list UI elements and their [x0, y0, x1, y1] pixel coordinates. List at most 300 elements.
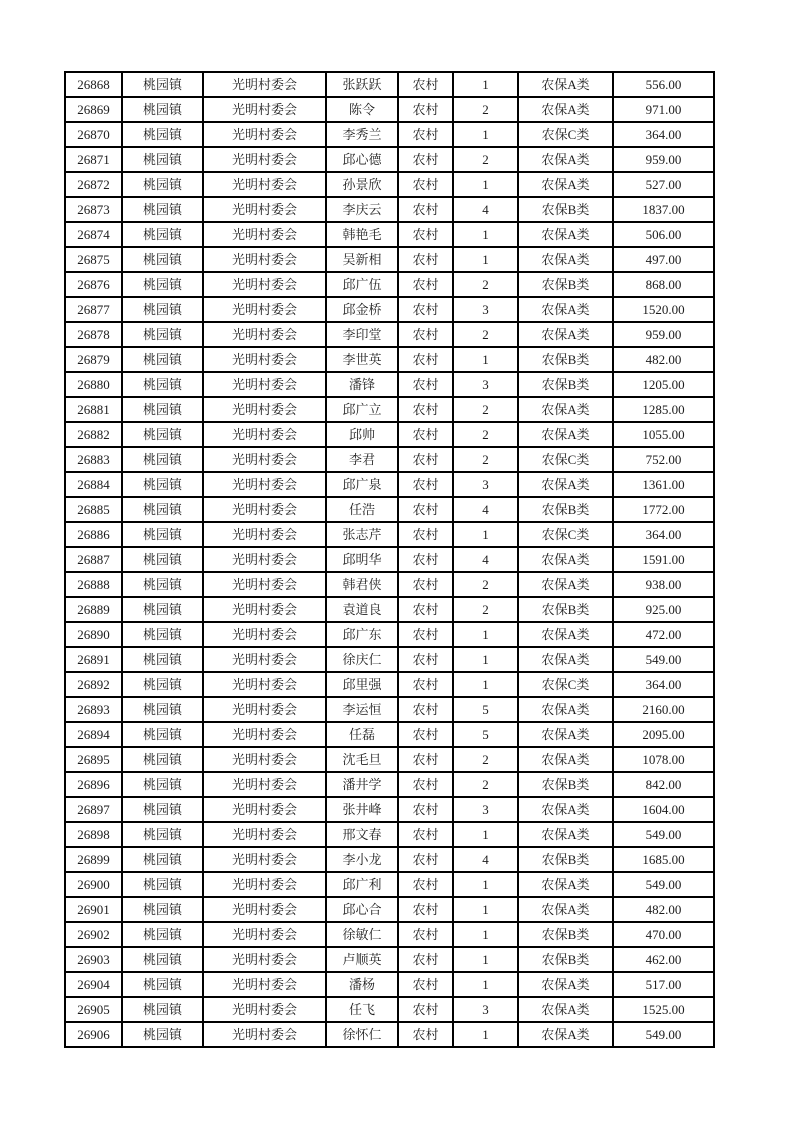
cell-person-name: 潘锋 [326, 372, 398, 397]
cell-village-committee: 光明村委会 [203, 372, 326, 397]
cell-person-name: 任飞 [326, 997, 398, 1022]
cell-amount: 1055.00 [613, 422, 714, 447]
cell-person-name: 邱心合 [326, 897, 398, 922]
cell-record-id: 26869 [65, 97, 122, 122]
cell-record-id: 26905 [65, 997, 122, 1022]
cell-person-name: 任浩 [326, 497, 398, 522]
cell-record-id: 26877 [65, 297, 122, 322]
cell-insurance-category: 农保B类 [518, 847, 613, 872]
cell-person-count: 2 [453, 397, 518, 422]
cell-record-id: 26896 [65, 772, 122, 797]
cell-amount: 470.00 [613, 922, 714, 947]
table-row [65, 947, 714, 972]
table-row [65, 272, 714, 297]
cell-amount: 1591.00 [613, 547, 714, 572]
cell-household-type: 农村 [398, 247, 453, 272]
cell-person-count: 1 [453, 922, 518, 947]
cell-town: 桃园镇 [122, 897, 203, 922]
cell-amount: 1604.00 [613, 797, 714, 822]
cell-village-committee: 光明村委会 [203, 972, 326, 997]
cell-person-name: 邱心德 [326, 147, 398, 172]
cell-town: 桃园镇 [122, 347, 203, 372]
cell-village-committee: 光明村委会 [203, 522, 326, 547]
cell-person-count: 4 [453, 847, 518, 872]
cell-person-count: 2 [453, 447, 518, 472]
cell-village-committee: 光明村委会 [203, 697, 326, 722]
table-row [65, 722, 714, 747]
cell-village-committee: 光明村委会 [203, 97, 326, 122]
cell-town: 桃园镇 [122, 297, 203, 322]
cell-person-name: 李庆云 [326, 197, 398, 222]
cell-household-type: 农村 [398, 72, 453, 97]
cell-household-type: 农村 [398, 97, 453, 122]
cell-village-committee: 光明村委会 [203, 197, 326, 222]
cell-town: 桃园镇 [122, 222, 203, 247]
cell-amount: 506.00 [613, 222, 714, 247]
cell-insurance-category: 农保A类 [518, 797, 613, 822]
cell-town: 桃园镇 [122, 697, 203, 722]
cell-record-id: 26878 [65, 322, 122, 347]
cell-person-name: 潘杨 [326, 972, 398, 997]
cell-village-committee: 光明村委会 [203, 847, 326, 872]
cell-insurance-category: 农保A类 [518, 72, 613, 97]
cell-household-type: 农村 [398, 697, 453, 722]
table-row [65, 197, 714, 222]
cell-insurance-category: 农保C类 [518, 522, 613, 547]
cell-insurance-category: 农保A类 [518, 322, 613, 347]
cell-insurance-category: 农保C类 [518, 447, 613, 472]
cell-insurance-category: 农保B类 [518, 197, 613, 222]
cell-town: 桃园镇 [122, 922, 203, 947]
cell-person-count: 2 [453, 572, 518, 597]
cell-village-committee: 光明村委会 [203, 497, 326, 522]
cell-village-committee: 光明村委会 [203, 347, 326, 372]
cell-household-type: 农村 [398, 897, 453, 922]
cell-amount: 556.00 [613, 72, 714, 97]
cell-record-id: 26893 [65, 697, 122, 722]
table-row [65, 522, 714, 547]
cell-record-id: 26900 [65, 872, 122, 897]
table-row [65, 447, 714, 472]
cell-amount: 1525.00 [613, 997, 714, 1022]
cell-person-name: 邱广伍 [326, 272, 398, 297]
cell-person-count: 2 [453, 97, 518, 122]
table-row [65, 422, 714, 447]
cell-record-id: 26871 [65, 147, 122, 172]
cell-village-committee: 光明村委会 [203, 622, 326, 647]
cell-village-committee: 光明村委会 [203, 72, 326, 97]
cell-person-name: 卢顺英 [326, 947, 398, 972]
cell-person-name: 邢文春 [326, 822, 398, 847]
cell-insurance-category: 农保A类 [518, 547, 613, 572]
cell-household-type: 农村 [398, 472, 453, 497]
cell-insurance-category: 农保A类 [518, 822, 613, 847]
table-row [65, 822, 714, 847]
cell-record-id: 26892 [65, 672, 122, 697]
table-body [65, 72, 714, 1047]
cell-amount: 549.00 [613, 872, 714, 897]
cell-person-name: 邱明华 [326, 547, 398, 572]
cell-record-id: 26906 [65, 1022, 122, 1047]
cell-person-name: 邱广利 [326, 872, 398, 897]
cell-village-committee: 光明村委会 [203, 572, 326, 597]
cell-amount: 2095.00 [613, 722, 714, 747]
cell-amount: 959.00 [613, 147, 714, 172]
cell-amount: 868.00 [613, 272, 714, 297]
cell-record-id: 26903 [65, 947, 122, 972]
cell-record-id: 26890 [65, 622, 122, 647]
cell-town: 桃园镇 [122, 172, 203, 197]
cell-record-id: 26870 [65, 122, 122, 147]
cell-person-count: 3 [453, 797, 518, 822]
cell-amount: 1772.00 [613, 497, 714, 522]
cell-household-type: 农村 [398, 822, 453, 847]
cell-village-committee: 光明村委会 [203, 272, 326, 297]
cell-record-id: 26875 [65, 247, 122, 272]
cell-village-committee: 光明村委会 [203, 722, 326, 747]
cell-person-name: 李小龙 [326, 847, 398, 872]
table-row [65, 297, 714, 322]
cell-insurance-category: 农保A类 [518, 147, 613, 172]
cell-insurance-category: 农保A类 [518, 622, 613, 647]
cell-person-count: 1 [453, 822, 518, 847]
cell-village-committee: 光明村委会 [203, 672, 326, 697]
cell-town: 桃园镇 [122, 722, 203, 747]
cell-record-id: 26885 [65, 497, 122, 522]
cell-person-count: 4 [453, 497, 518, 522]
cell-record-id: 26882 [65, 422, 122, 447]
cell-household-type: 农村 [398, 647, 453, 672]
cell-village-committee: 光明村委会 [203, 172, 326, 197]
cell-person-count: 3 [453, 997, 518, 1022]
cell-person-count: 2 [453, 747, 518, 772]
cell-insurance-category: 农保A类 [518, 897, 613, 922]
cell-insurance-category: 农保A类 [518, 297, 613, 322]
cell-amount: 959.00 [613, 322, 714, 347]
table-row [65, 72, 714, 97]
cell-person-count: 1 [453, 672, 518, 697]
cell-household-type: 农村 [398, 522, 453, 547]
cell-record-id: 26904 [65, 972, 122, 997]
cell-amount: 527.00 [613, 172, 714, 197]
cell-person-name: 张跃跃 [326, 72, 398, 97]
cell-insurance-category: 农保B类 [518, 922, 613, 947]
cell-household-type: 农村 [398, 997, 453, 1022]
table-row [65, 147, 714, 172]
table-row [65, 322, 714, 347]
cell-insurance-category: 农保A类 [518, 972, 613, 997]
cell-town: 桃园镇 [122, 97, 203, 122]
cell-village-committee: 光明村委会 [203, 147, 326, 172]
cell-person-count: 5 [453, 722, 518, 747]
cell-person-count: 1 [453, 222, 518, 247]
cell-town: 桃园镇 [122, 197, 203, 222]
cell-amount: 1078.00 [613, 747, 714, 772]
cell-household-type: 农村 [398, 372, 453, 397]
cell-person-count: 2 [453, 272, 518, 297]
cell-insurance-category: 农保A类 [518, 422, 613, 447]
cell-household-type: 农村 [398, 622, 453, 647]
cell-household-type: 农村 [398, 1022, 453, 1047]
table-row [65, 847, 714, 872]
table-row [65, 897, 714, 922]
cell-amount: 497.00 [613, 247, 714, 272]
table-row [65, 772, 714, 797]
cell-village-committee: 光明村委会 [203, 247, 326, 272]
cell-village-committee: 光明村委会 [203, 647, 326, 672]
cell-record-id: 26872 [65, 172, 122, 197]
table-row [65, 572, 714, 597]
cell-person-name: 邱广东 [326, 622, 398, 647]
cell-town: 桃园镇 [122, 647, 203, 672]
cell-town: 桃园镇 [122, 822, 203, 847]
cell-village-committee: 光明村委会 [203, 897, 326, 922]
table-row [65, 972, 714, 997]
cell-household-type: 农村 [398, 222, 453, 247]
table-row [65, 697, 714, 722]
cell-amount: 549.00 [613, 1022, 714, 1047]
cell-household-type: 农村 [398, 422, 453, 447]
cell-insurance-category: 农保B类 [518, 347, 613, 372]
cell-person-count: 3 [453, 297, 518, 322]
cell-household-type: 农村 [398, 722, 453, 747]
cell-amount: 925.00 [613, 597, 714, 622]
cell-record-id: 26884 [65, 472, 122, 497]
cell-insurance-category: 农保B类 [518, 272, 613, 297]
cell-person-count: 2 [453, 597, 518, 622]
cell-record-id: 26886 [65, 522, 122, 547]
cell-village-committee: 光明村委会 [203, 472, 326, 497]
cell-amount: 482.00 [613, 347, 714, 372]
cell-person-count: 3 [453, 372, 518, 397]
table-row [65, 747, 714, 772]
cell-amount: 971.00 [613, 97, 714, 122]
cell-person-name: 潘井学 [326, 772, 398, 797]
cell-record-id: 26889 [65, 597, 122, 622]
cell-village-committee: 光明村委会 [203, 222, 326, 247]
cell-insurance-category: 农保A类 [518, 722, 613, 747]
cell-household-type: 农村 [398, 947, 453, 972]
cell-record-id: 26902 [65, 922, 122, 947]
table-row [65, 872, 714, 897]
cell-town: 桃园镇 [122, 422, 203, 447]
cell-town: 桃园镇 [122, 872, 203, 897]
cell-amount: 472.00 [613, 622, 714, 647]
cell-insurance-category: 农保B类 [518, 497, 613, 522]
cell-village-committee: 光明村委会 [203, 1022, 326, 1047]
cell-person-name: 张志芹 [326, 522, 398, 547]
cell-person-name: 袁道良 [326, 597, 398, 622]
cell-record-id: 26901 [65, 897, 122, 922]
cell-household-type: 农村 [398, 297, 453, 322]
table-row [65, 122, 714, 147]
cell-person-count: 1 [453, 897, 518, 922]
cell-village-committee: 光明村委会 [203, 947, 326, 972]
cell-person-name: 沈毛旦 [326, 747, 398, 772]
table-row [65, 597, 714, 622]
cell-record-id: 26895 [65, 747, 122, 772]
cell-town: 桃园镇 [122, 672, 203, 697]
cell-amount: 1520.00 [613, 297, 714, 322]
cell-household-type: 农村 [398, 172, 453, 197]
cell-person-name: 李印堂 [326, 322, 398, 347]
cell-town: 桃园镇 [122, 472, 203, 497]
cell-amount: 549.00 [613, 647, 714, 672]
cell-person-count: 1 [453, 247, 518, 272]
cell-town: 桃园镇 [122, 247, 203, 272]
cell-village-committee: 光明村委会 [203, 547, 326, 572]
cell-person-name: 徐敏仁 [326, 922, 398, 947]
cell-amount: 1361.00 [613, 472, 714, 497]
cell-town: 桃园镇 [122, 547, 203, 572]
cell-town: 桃园镇 [122, 797, 203, 822]
cell-person-name: 李秀兰 [326, 122, 398, 147]
cell-insurance-category: 农保A类 [518, 647, 613, 672]
cell-person-count: 1 [453, 172, 518, 197]
cell-household-type: 农村 [398, 972, 453, 997]
cell-amount: 1285.00 [613, 397, 714, 422]
cell-person-name: 任磊 [326, 722, 398, 747]
cell-insurance-category: 农保B类 [518, 597, 613, 622]
cell-record-id: 26887 [65, 547, 122, 572]
cell-village-committee: 光明村委会 [203, 997, 326, 1022]
cell-record-id: 26879 [65, 347, 122, 372]
cell-insurance-category: 农保A类 [518, 97, 613, 122]
cell-town: 桃园镇 [122, 972, 203, 997]
table-row [65, 922, 714, 947]
cell-town: 桃园镇 [122, 847, 203, 872]
cell-amount: 462.00 [613, 947, 714, 972]
cell-town: 桃园镇 [122, 772, 203, 797]
cell-household-type: 农村 [398, 872, 453, 897]
cell-person-count: 1 [453, 1022, 518, 1047]
cell-household-type: 农村 [398, 147, 453, 172]
cell-person-name: 李世英 [326, 347, 398, 372]
cell-person-count: 1 [453, 622, 518, 647]
cell-insurance-category: 农保B类 [518, 772, 613, 797]
cell-person-count: 2 [453, 422, 518, 447]
cell-village-committee: 光明村委会 [203, 322, 326, 347]
cell-record-id: 26888 [65, 572, 122, 597]
cell-town: 桃园镇 [122, 997, 203, 1022]
cell-amount: 1837.00 [613, 197, 714, 222]
cell-household-type: 农村 [398, 397, 453, 422]
cell-person-name: 张井峰 [326, 797, 398, 822]
cell-person-name: 邱广泉 [326, 472, 398, 497]
cell-insurance-category: 农保A类 [518, 472, 613, 497]
table-row [65, 547, 714, 572]
table-row [65, 1022, 714, 1047]
cell-amount: 752.00 [613, 447, 714, 472]
cell-insurance-category: 农保A类 [518, 397, 613, 422]
cell-person-name: 李运恒 [326, 697, 398, 722]
cell-person-count: 1 [453, 647, 518, 672]
cell-household-type: 农村 [398, 572, 453, 597]
cell-record-id: 26868 [65, 72, 122, 97]
cell-amount: 842.00 [613, 772, 714, 797]
cell-village-committee: 光明村委会 [203, 297, 326, 322]
cell-insurance-category: 农保A类 [518, 247, 613, 272]
cell-insurance-category: 农保A类 [518, 697, 613, 722]
table-row [65, 797, 714, 822]
cell-town: 桃园镇 [122, 372, 203, 397]
cell-village-committee: 光明村委会 [203, 422, 326, 447]
cell-person-count: 3 [453, 472, 518, 497]
cell-insurance-category: 农保A类 [518, 172, 613, 197]
cell-insurance-category: 农保C类 [518, 122, 613, 147]
table-row [65, 247, 714, 272]
cell-person-name: 李君 [326, 447, 398, 472]
cell-record-id: 26880 [65, 372, 122, 397]
cell-village-committee: 光明村委会 [203, 922, 326, 947]
cell-record-id: 26899 [65, 847, 122, 872]
cell-household-type: 农村 [398, 772, 453, 797]
cell-person-name: 邱里强 [326, 672, 398, 697]
cell-household-type: 农村 [398, 272, 453, 297]
cell-town: 桃园镇 [122, 522, 203, 547]
cell-amount: 517.00 [613, 972, 714, 997]
cell-household-type: 农村 [398, 747, 453, 772]
cell-person-count: 1 [453, 522, 518, 547]
cell-village-committee: 光明村委会 [203, 447, 326, 472]
cell-village-committee: 光明村委会 [203, 797, 326, 822]
cell-person-count: 1 [453, 947, 518, 972]
table-row [65, 472, 714, 497]
cell-amount: 549.00 [613, 822, 714, 847]
cell-person-count: 1 [453, 72, 518, 97]
table-row [65, 497, 714, 522]
table-row [65, 97, 714, 122]
cell-town: 桃园镇 [122, 622, 203, 647]
cell-person-name: 邱金桥 [326, 297, 398, 322]
cell-record-id: 26897 [65, 797, 122, 822]
cell-person-count: 1 [453, 122, 518, 147]
cell-household-type: 农村 [398, 447, 453, 472]
cell-record-id: 26876 [65, 272, 122, 297]
cell-amount: 482.00 [613, 897, 714, 922]
cell-insurance-category: 农保A类 [518, 997, 613, 1022]
table-row [65, 172, 714, 197]
cell-record-id: 26891 [65, 647, 122, 672]
cell-town: 桃园镇 [122, 447, 203, 472]
cell-person-count: 4 [453, 547, 518, 572]
cell-person-count: 1 [453, 972, 518, 997]
cell-amount: 364.00 [613, 122, 714, 147]
cell-person-count: 2 [453, 322, 518, 347]
cell-town: 桃园镇 [122, 72, 203, 97]
cell-town: 桃园镇 [122, 122, 203, 147]
cell-household-type: 农村 [398, 122, 453, 147]
cell-person-name: 陈令 [326, 97, 398, 122]
cell-insurance-category: 农保A类 [518, 747, 613, 772]
table-row [65, 347, 714, 372]
cell-village-committee: 光明村委会 [203, 397, 326, 422]
cell-town: 桃园镇 [122, 147, 203, 172]
cell-household-type: 农村 [398, 847, 453, 872]
cell-person-name: 徐庆仁 [326, 647, 398, 672]
table-row [65, 997, 714, 1022]
cell-insurance-category: 农保A类 [518, 572, 613, 597]
cell-person-count: 1 [453, 347, 518, 372]
cell-amount: 2160.00 [613, 697, 714, 722]
table-row [65, 397, 714, 422]
cell-person-name: 徐怀仁 [326, 1022, 398, 1047]
cell-person-count: 2 [453, 147, 518, 172]
cell-record-id: 26874 [65, 222, 122, 247]
cell-person-name: 吴新相 [326, 247, 398, 272]
cell-insurance-category: 农保C类 [518, 672, 613, 697]
cell-person-name: 邱帅 [326, 422, 398, 447]
